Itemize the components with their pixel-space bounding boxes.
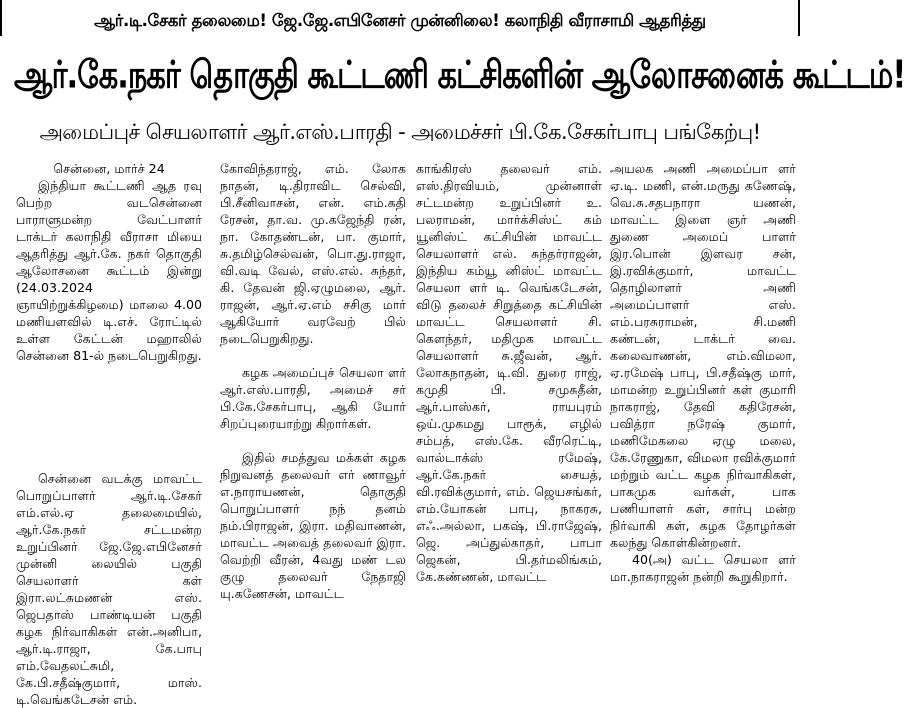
paragraph: இந்தியா கூட்டணி ஆத ரவு பெற்ற வடசென்னை பாராளுமன்ற வேட்பாளர் டாக்டர் கலாநிதி வீராசா மியை ஆதரித்து ஆர்.கே. நகர் தொகுதி ஆலோசனை கூட்டம் இன்று (24.03.2024 ஞாயிற்றுக்கிழமை) மாலை 4.00 மணியளவில் டி.எச். ரோட்டில் உள்ள கேட்டன் மஹாலில் சென்னை 81-ல் நடைபெறுகிறது. <box>16 178 202 363</box>
right-border-mark <box>798 0 800 36</box>
column-1-continued <box>16 470 202 707</box>
dateline: சென்னை, மார்ச் 24 <box>53 161 165 176</box>
paragraph: இதில் சமத்துவ மக்கள் கழக நிறுவனத் தலைவர் எர் ணாவூர் எ.நாராயணன், தொகுதி பொறுப்பாளர் நந் தனம் நம்.பிராஜன், இரா. மதிவாணன், மாவட்ட அவைத் தலைவர் இரா. வெற்றி வீரன், 4வது மண் டல குழு தலைவர் நேதாஜி யு.கணேசன், மாவட்ட <box>220 450 406 601</box>
headline: ஆர்.கே.நகர் தொகுதி கூட்டணி கட்சிகளின் ஆலோசனைக் கூட்டம்! <box>14 53 905 98</box>
paragraph: கழக அமைப்புச் செயலா ளர் ஆர்.எஸ்.பாரதி, அமைச் சர் பி.கே.சேகர்பாபு, ஆகி யோர் சிறப்புரையாற்று கிறார்கள். <box>220 365 406 431</box>
column-2 <box>220 160 406 647</box>
left-border-mark <box>0 0 2 36</box>
column-3 <box>416 160 602 647</box>
paragraph: அயலக அணி அமைப்பா ளர் ஏ.டி. மணி, என்.மருது கணேஷ், வெ.சு.சதபநாரா யணன், மாவட்ட இளை ஞர் அணி துணை அமைப் பாளர் இர.பொன் இளவர சன், இ.ரவிக்குமார், மாவட்ட தொழிலாளர் அணி அமைப்பாளர் எஸ். எம்.பரசுராமன், சி.மணி கண்டன், டாக்டர் வை. கலைவாணன், எம்.விமலா, ஏ.ரமேஷ் பாபு, பி.சதீஷ்கு மார், மாமன்ற உறுப்பினர் கள் குமாரி நாகராஜ், தேவி கதிரேசன், பவித்ரா நரேஷ் குமார், மணிமேகலை ஏழு மலை, கே.ரேணுகா, விமலா ரவிக்குமார் மற்றும் வட்ட கழக நிர்வாகிகள், பாகமுக வர்கள், பாக பணியாளர் கள், சார்பு மன்ற நிர்வாகி கள், கழக தோழர்கள் கலந்து கொள்கின்றனர். <box>610 161 796 550</box>
subheadline: அமைப்புச் செயலாளர் ஆர்.எஸ்.பாரதி - அமைச்சர் பி.கே.சேகர்பாபு பங்கேற்பு! <box>39 120 761 144</box>
paragraph: சென்னை வடக்கு மாவட்ட பொறுப்பாளர் ஆர்.டி.சேகர் எம்.எல்.ஏ தலைமையில், ஆர்.கே.நகர் சட்டமன்ற உறுப்பினர் ஜே.ஜே.எபினேசர் முன்னி லையில் பகுதி செயலாளர் கள் இரா.லட்சுமணன் எஸ். ஜெபதாஸ் பாண்டியன் பகுதி கழக நிர்வாகிகள் என்.அனிபா, ஆர்.டி.ராஜா, கே.பாபு எம்.வேதலட்சுமி, கே.பி.சதீஷ்குமார், மாஸ். டி.வெங்கடேசன் எம். <box>16 471 202 707</box>
paragraph: காங்கிரஸ் தலைவர் எம். எஸ்.திரவியம், முன்னாள் சட்டமன்ற உறுப்பினர் உ. பலராமன், மார்க்சிஸ்ட் கம் யூனிஸ்ட் கட்சியின் மாவட்ட செயலாளர் எல். சுந்தர்ராஜன், இந்திய கம்யூ னிஸ்ட் மாவட்ட செயலா ளர் டி. வெங்கடேசன், விடு தலைச் சிறுத்தை கட்சியின் மாவட்ட செயலாளர் சி. கௌந்தர், மதிமுக மாவட்ட செயலாளர் சு.ஜீவன், ஆர். லோகநாதன், டி.வி. துரை ராஜ், கமுதி பி. சமுசுதீன், ஆர்.பாஸ்கர், ராயபுரம் ஒய்.முகமது பாரூக், எழில் சம்பத், எஸ்.கே. வீரரெட்டி, வால்டாக்ஸ் ரமேஷ், ஆர்.கே.நகர் சையத், வி.ரவிக்குமார், எம். ஜெயசங்கர், எம்.யோகன் பாபு, நாகரசு, எஃ.அல்லா, பகஷ், பி.ராஜேஷ், ஜெ. அப்துல்காதர், பாபா ஜெகன், பி.தர்மலிங்கம், கே.கண்ணன், மாவட்ட <box>416 161 602 584</box>
column-4 <box>610 160 796 647</box>
paragraph: 40(அ) வட்ட செயலா ளர் மா.நாகராஜன் நன்றி கூறுகிறார். <box>610 552 796 584</box>
column-1 <box>16 160 202 460</box>
kicker-line: ஆர்.டி.சேகர் தலைமை! ஜே.ஜே.எபினேசர் முன்னிலை! கலாநிதி வீராசாமி ஆதரித்து <box>94 11 706 30</box>
paragraph: கோவிந்தராஜ், எம். லோக நாதன், டி.திராவிட செல்வி, பி.சீனிவாசன், என். எம்.கதி ரேசன், தா.வ. மு.கஜேந்தி ரன், நா. கோதண்டன், பா. குமார், சு.தமிழ்செல்வன், பொ.து.ராஜா, வி.வடி வேல், எஸ்.எல். சுந்தர், கி. தேவன் ஜி.ஏழுமலை, ஆர். ராஜன், ஆர்.ஏ.எம் சசிகு மார் ஆகியோர் வரவேற் பில் நடைபெறுகிறது. <box>220 161 406 346</box>
